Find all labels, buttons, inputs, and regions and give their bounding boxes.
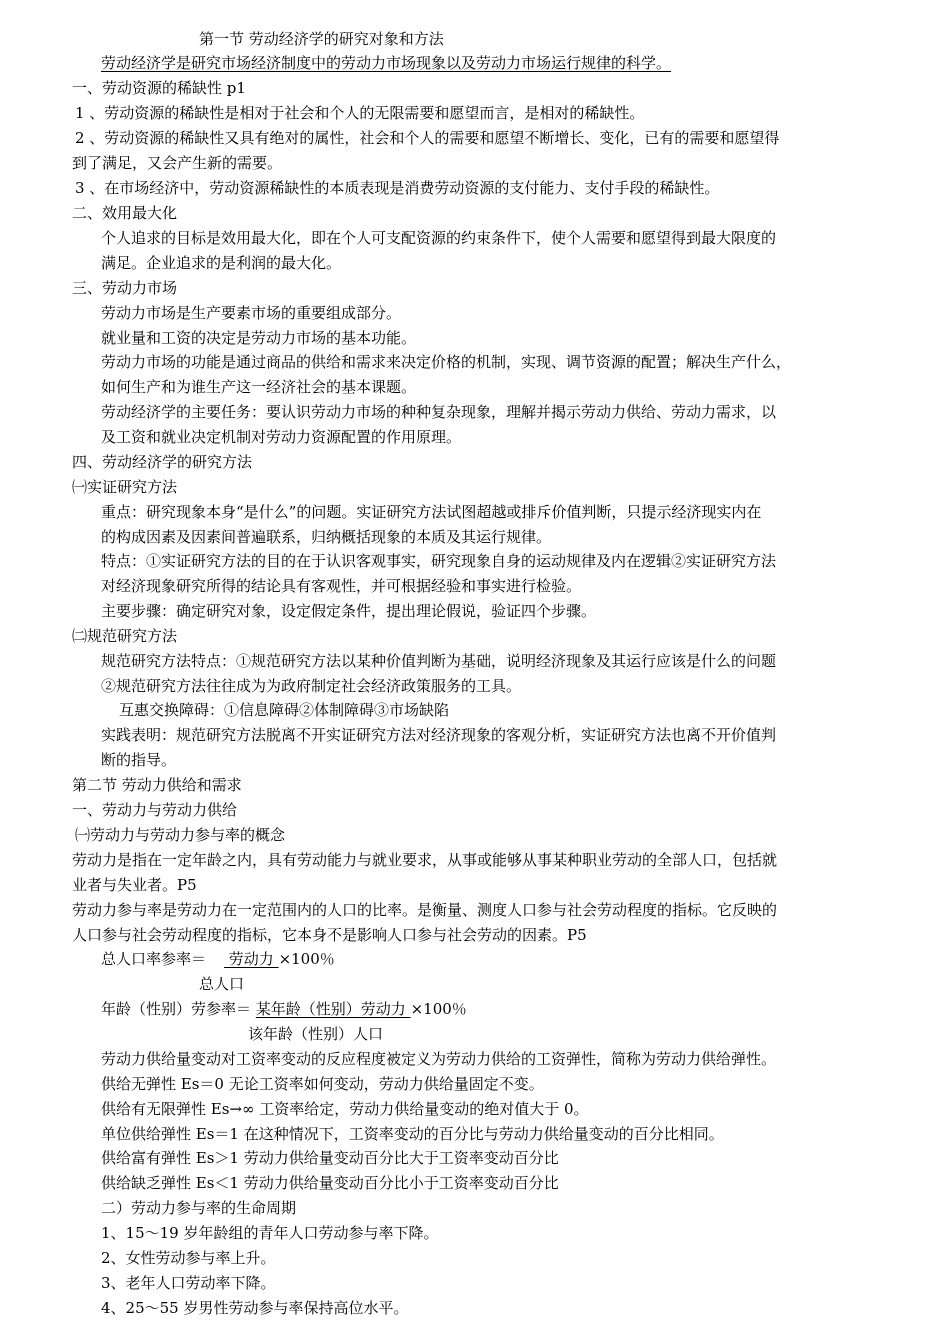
heading-labor-supply: 一、劳动力与劳动力供给 bbox=[72, 801, 238, 819]
formula-age-numerator: 某年龄（性别）劳动力 bbox=[255, 1000, 411, 1018]
heading-utility: 二、效用最大化 bbox=[72, 204, 178, 222]
scarcity-item-3: 3 、在市场经济中，劳动资源稀缺性的本质表现是消费劳动资源的支付能力、支付手段的稀缺性。 bbox=[75, 179, 720, 197]
positive-steps: 主要步骤：确定研究对象，设定假定条件，提出理论假说，验证四个步骤。 bbox=[101, 602, 597, 620]
heading-scarcity: 一、劳动资源的稀缺性 p1 bbox=[72, 79, 246, 97]
formula-total-label: 总人口率参率＝ bbox=[101, 950, 207, 968]
positive-features: 特点：①实证研究方法的目的在于认识客观事实，研究现象自身的运动规律及内在逻辑②实证研究方法 bbox=[101, 552, 777, 570]
formula-age-rate bbox=[101, 999, 467, 1019]
section-2-title: 第二节 劳动力供给和需求 bbox=[72, 776, 242, 794]
labor-force-definition-cont: 业者与失业者。P5 bbox=[72, 876, 197, 894]
heading-methods: 四、劳动经济学的研究方法 bbox=[72, 453, 253, 471]
lifecycle-item-3: 3、老年人口劳动率下降。 bbox=[101, 1274, 276, 1292]
utility-paragraph-cont: 满足。企业追求的是利润的最大化。 bbox=[101, 254, 342, 272]
formula-age-multiplier: ×100％ bbox=[410, 1000, 467, 1018]
positive-focus: 重点：研究现象本身“是什么”的问题。实证研究方法试图超越或排斥价值判断，只提示经济现实内在 bbox=[101, 503, 762, 521]
positive-focus-cont: 的构成因素及因素间普遍联系，归纳概括现象的本质及其运行规律。 bbox=[101, 528, 552, 546]
formula-total-denominator: 总人口 bbox=[199, 975, 245, 993]
scarcity-item-1: 1 、劳动资源的稀缺性是相对于社会和个人的无限需要和愿望而言，是相对的稀缺性。 bbox=[75, 104, 645, 122]
lfpr-definition: 劳动力参与率是劳动力在一定范围内的人口的比率。是衡量、测度人口参与社会劳动程度的指标。它反映的 bbox=[72, 901, 778, 919]
lfpr-definition-cont: 人口参与社会劳动程度的指标，它本身不是影响人口参与社会劳动的因素。P5 bbox=[72, 926, 587, 944]
normative-practice-cont: 断的指导。 bbox=[101, 751, 177, 769]
normative-barriers: 互惠交换障碍：①信息障碍②体制障碍③市场缺陷 bbox=[119, 701, 450, 719]
market-paragraph-2: 就业量和工资的决定是劳动力市场的基本功能。 bbox=[101, 329, 417, 347]
formula-total-numerator: 劳动力 bbox=[224, 950, 279, 968]
lifecycle-item-1: 1、15～19 岁年龄组的青年人口劳动参与率下降。 bbox=[101, 1224, 439, 1242]
heading-lifecycle: 二）劳动力参与率的生命周期 bbox=[101, 1199, 297, 1217]
market-paragraph-4: 劳动经济学的主要任务：要认识劳动力市场的种种复杂现象，理解并揭示劳动力供给、劳动力需求，以 bbox=[101, 403, 777, 421]
scarcity-item-2: 2 、劳动资源的稀缺性又具有绝对的属性，社会和个人的需要和愿望不断增长、变化，已有的需要和愿望得 bbox=[75, 129, 780, 147]
formula-total-multiplier: ×100％ bbox=[278, 950, 335, 968]
market-paragraph-1: 劳动力市场是生产要素市场的重要组成部分。 bbox=[101, 304, 402, 322]
elasticity-definition: 劳动力供给量变动对工资率变动的反应程度被定义为劳动力供给的工资弹性，简称为劳动力供给弹性。 bbox=[101, 1050, 777, 1068]
normative-features-cont: ②规范研究方法往往成为为政府制定社会经济政策服务的工具。 bbox=[101, 677, 522, 695]
elasticity-item-5: 供给缺乏弹性 Es＜1 劳动力供给量变动百分比小于工资率变动百分比 bbox=[101, 1174, 559, 1192]
scarcity-item-2-cont: 到了满足，又会产生新的需要。 bbox=[72, 154, 283, 172]
formula-total-rate bbox=[101, 949, 335, 969]
normative-features: 规范研究方法特点：①规范研究方法以某种价值判断为基础，说明经济现象及其运行应该是什么的问题 bbox=[101, 652, 777, 670]
lifecycle-item-2: 2、女性劳动参与率上升。 bbox=[101, 1249, 276, 1267]
market-paragraph-3-cont: 如何生产和为谁生产这一经济社会的基本课题。 bbox=[101, 378, 417, 396]
elasticity-item-1: 供给无弹性 Es＝0 无论工资率如何变动，劳动力供给量固定不变。 bbox=[101, 1075, 544, 1093]
heading-normative-method: ㈡规范研究方法 bbox=[72, 627, 178, 645]
elasticity-item-2: 供给有无限弹性 Es→∞ 工资率给定，劳动力供给量变动的绝对值大于 0。 bbox=[101, 1100, 589, 1118]
heading-labor-market: 三、劳动力市场 bbox=[72, 279, 178, 297]
formula-age-label: 年龄（性别）劳参率＝ bbox=[101, 1000, 252, 1018]
definition-line: 劳动经济学是研究市场经济制度中的劳动力市场现象以及劳动力市场运行规律的科学。 bbox=[101, 54, 672, 72]
heading-concept: ㈠劳动力与劳动力参与率的概念 bbox=[75, 826, 286, 844]
positive-features-cont: 对经济现象研究所得的结论具有客观性，并可根据经验和事实进行检验。 bbox=[101, 577, 582, 595]
lifecycle-item-4: 4、25～55 岁男性劳动参与率保持高位水平。 bbox=[101, 1299, 409, 1317]
labor-force-definition: 劳动力是指在一定年龄之内，具有劳动能力与就业要求，从事或能够从事某种职业劳动的全部人口，包括就 bbox=[72, 851, 778, 869]
utility-paragraph: 个人追求的目标是效用最大化，即在个人可支配资源的约束条件下，使个人需要和愿望得到最大限度的 bbox=[101, 229, 777, 247]
market-paragraph-3: 劳动力市场的功能是通过商品的供给和需求来决定价格的机制，实现、调节资源的配置；解决生产什么， bbox=[101, 353, 792, 371]
normative-practice: 实践表明：规范研究方法脱离不开实证研究方法对经济现象的客观分析，实证研究方法也离不开价值判 bbox=[101, 726, 777, 744]
elasticity-item-3: 单位供给弹性 Es＝1 在这种情况下，工资率变动的百分比与劳动力供给量变动的百分比相同。 bbox=[101, 1125, 724, 1143]
heading-positive-method: ㈠实证研究方法 bbox=[72, 478, 178, 496]
formula-age-denominator: 该年龄（性别）人口 bbox=[248, 1025, 384, 1043]
elasticity-item-4: 供给富有弹性 Es＞1 劳动力供给量变动百分比大于工资率变动百分比 bbox=[101, 1149, 559, 1167]
market-paragraph-4-cont: 及工资和就业决定机制对劳动力资源配置的作用原理。 bbox=[101, 428, 462, 446]
section-1-title: 第一节 劳动经济学的研究对象和方法 bbox=[199, 30, 444, 48]
